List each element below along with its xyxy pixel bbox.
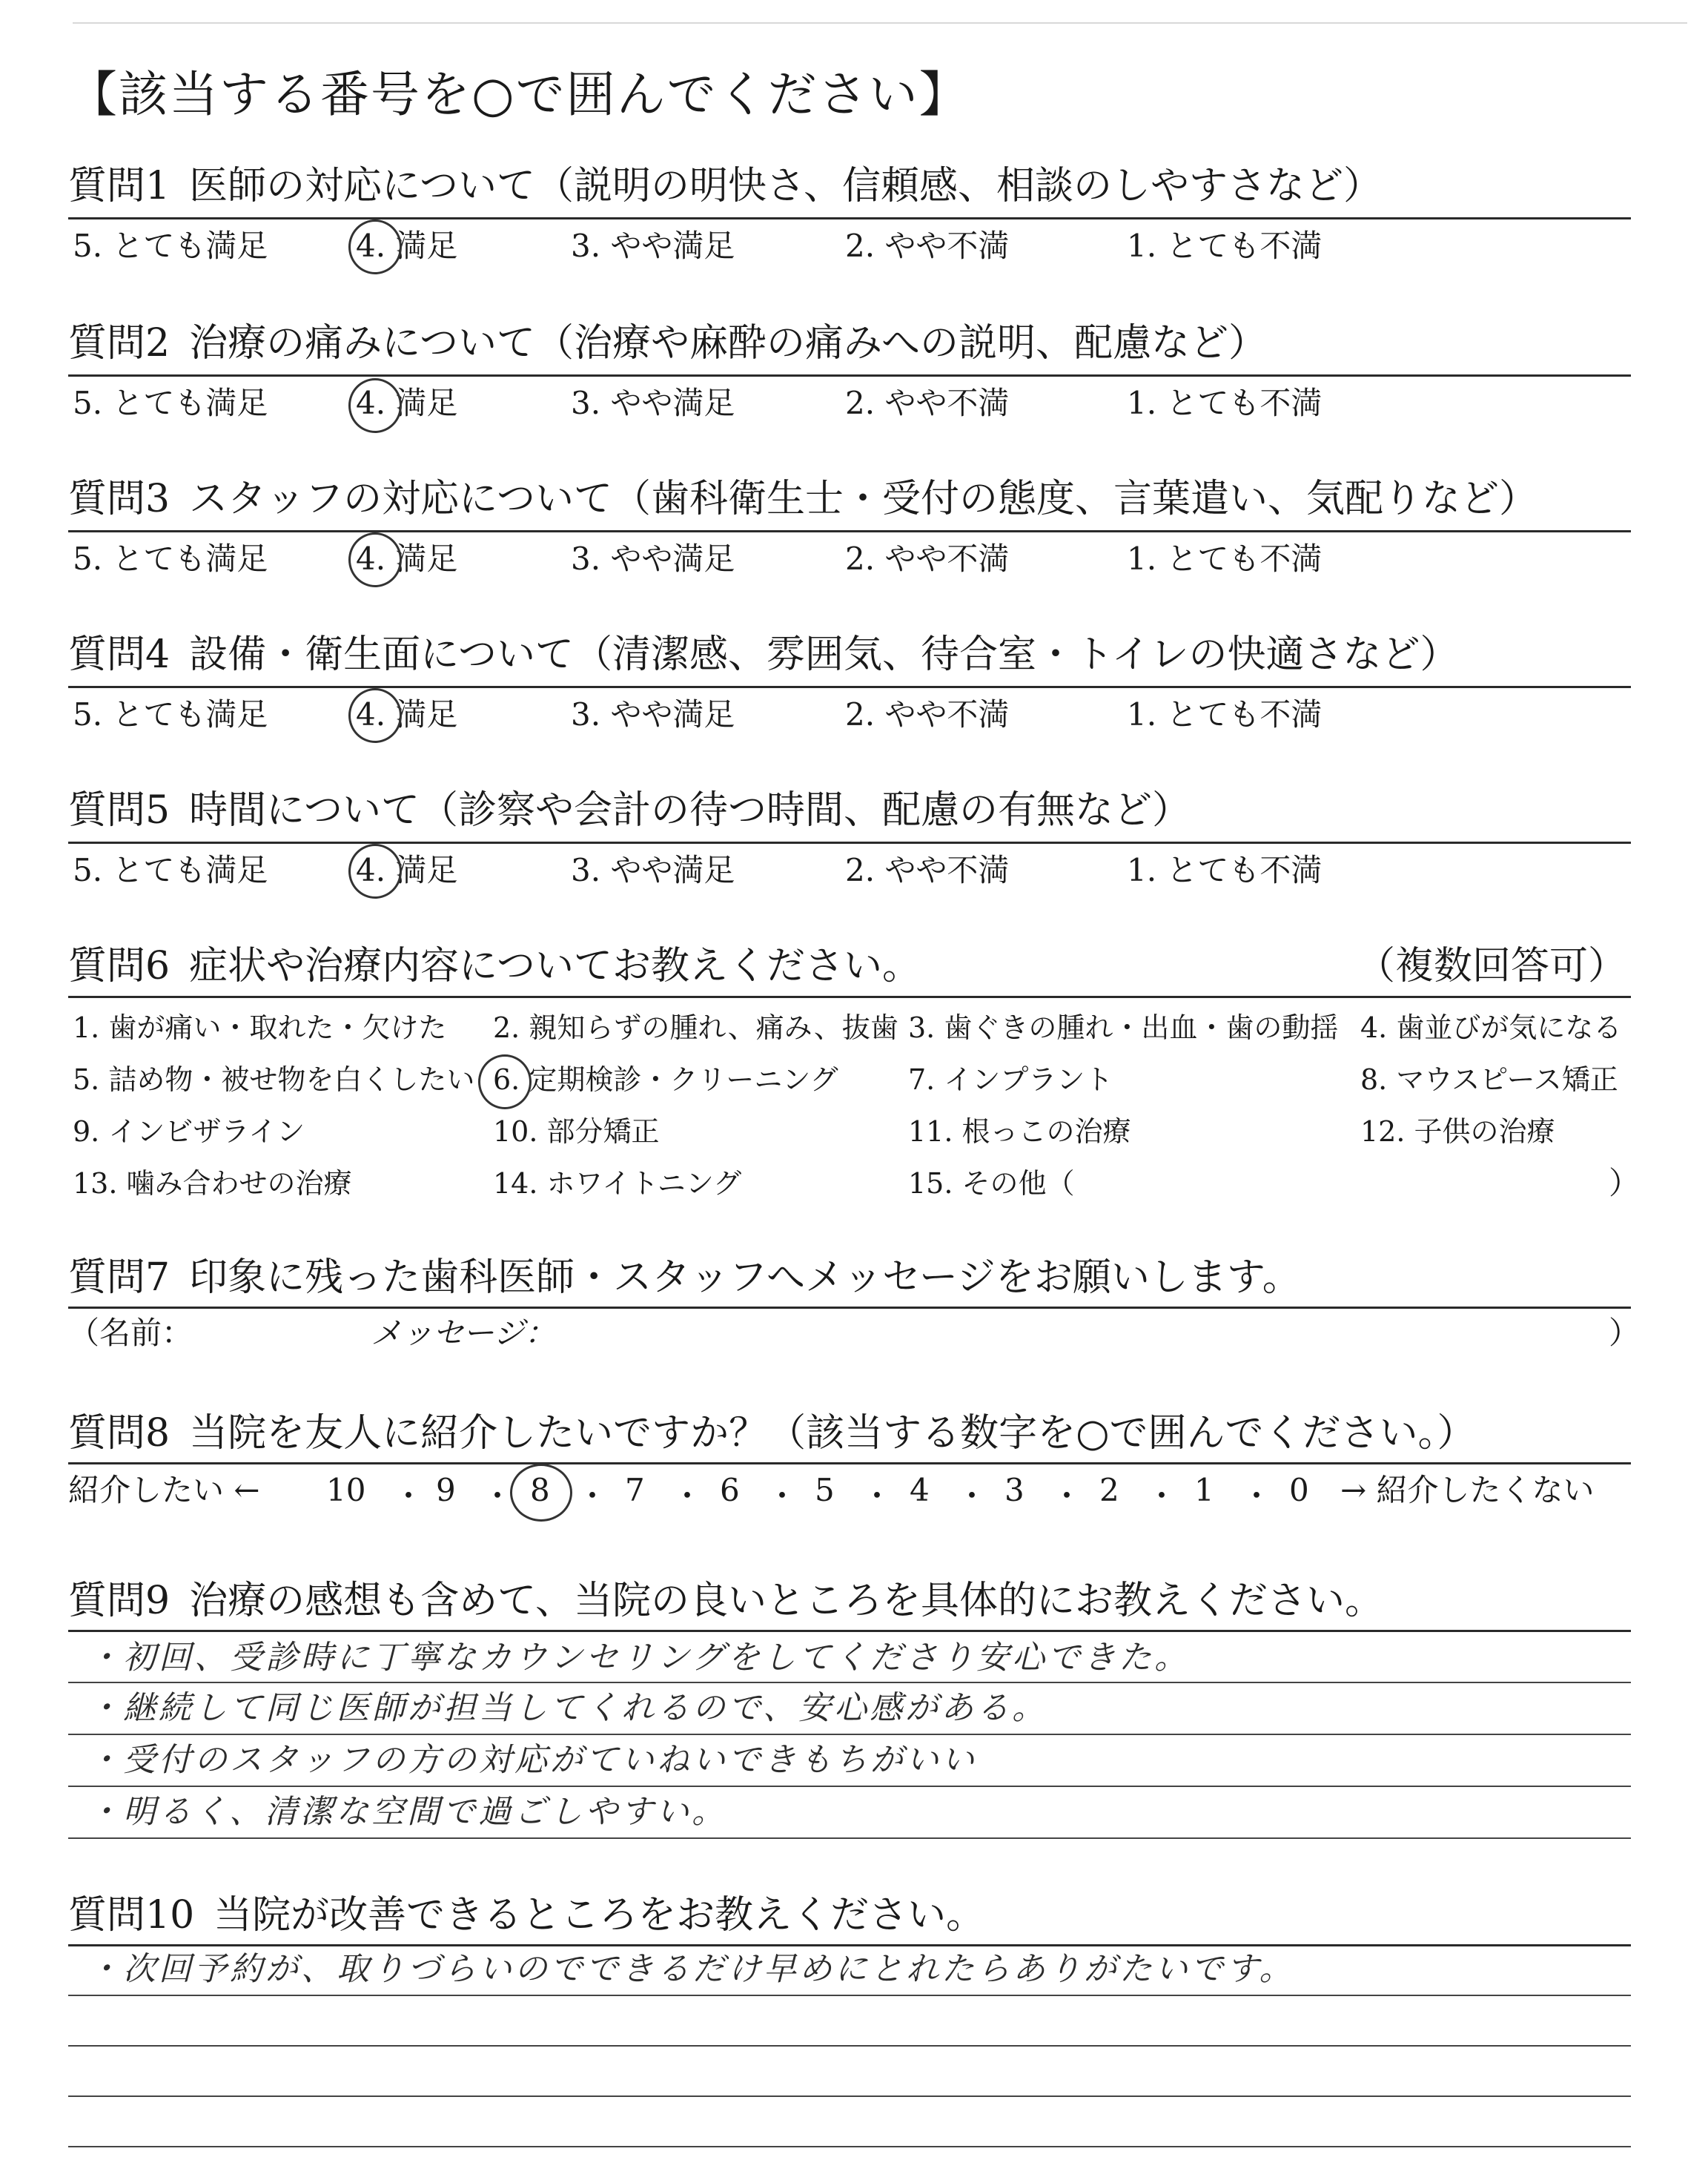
question-4-heading [68, 632, 1458, 678]
option-5[interactable]: 5. とても満足 [73, 541, 268, 577]
question-6-rule [68, 996, 1631, 998]
option-2[interactable]: 2. やや不満 [845, 541, 1010, 577]
question-1-heading [68, 163, 1382, 209]
answer-rule [68, 1837, 1631, 1839]
selected-answer-circle [348, 844, 402, 899]
scale-separator: ・ [767, 1478, 798, 1514]
question-4-rule [68, 686, 1631, 688]
question-8-rule [68, 1462, 1631, 1464]
scale-separator: ・ [1051, 1478, 1083, 1514]
answer-line-3: ・受付のスタッフの方の対応がていねいできもちがいい [87, 1741, 977, 1779]
question-10-rule [68, 1944, 1631, 1946]
question-3-heading [68, 476, 1537, 522]
message-label: メッセージ： [371, 1315, 556, 1351]
multiple-answers-note: （複数回答可） [1357, 944, 1627, 988]
option-5[interactable]: 5. とても満足 [73, 385, 268, 421]
scale-value-4[interactable]: 4 [910, 1472, 930, 1508]
option-5[interactable]: 5. とても満足 [73, 696, 268, 733]
option-3[interactable]: 3. やや満足 [571, 541, 735, 577]
option-1[interactable]: 1. とても不満 [1127, 541, 1323, 577]
option-3[interactable]: 3. やや満足 [571, 852, 735, 888]
selected-answer-circle [348, 532, 402, 587]
scale-value-5[interactable]: 5 [815, 1472, 835, 1508]
scale-left-label: 紹介したい ← [68, 1472, 260, 1508]
symptom-option-4[interactable]: 4. 歯並びが気になる [1360, 1011, 1622, 1044]
scale-value-3[interactable]: 3 [1004, 1472, 1025, 1508]
question-number: 質問5 [68, 788, 171, 833]
option-3[interactable]: 3. やや満足 [571, 228, 735, 264]
answer-line-1: ・初回、受診時に丁寧なカウンセリングをしてくださり安心できた。 [87, 1639, 1191, 1677]
option-3[interactable]: 3. やや満足 [571, 385, 735, 421]
scale-value-6[interactable]: 6 [720, 1472, 740, 1508]
question-text: 設備・衛生面について（清潔感、雰囲気、待合室・トイレの快適さなど） [189, 633, 1459, 677]
answer-rule [68, 2146, 1631, 2147]
answer-rule [68, 1786, 1631, 1787]
question-7-heading [68, 1255, 1301, 1301]
option-5[interactable]: 5. とても満足 [73, 852, 268, 888]
question-7-rule [68, 1307, 1631, 1309]
option-4[interactable]: 4. 満足 [356, 852, 458, 888]
symptom-option-7[interactable]: 7. インプラント [908, 1063, 1113, 1096]
option-4[interactable]: 4. 満足 [356, 385, 458, 421]
scale-separator: ・ [672, 1478, 704, 1514]
option-4[interactable]: 4. 満足 [356, 228, 458, 264]
symptom-option-15[interactable]: 15. その他（ [908, 1167, 1075, 1200]
message-close-paren: ） [1609, 1315, 1641, 1351]
question-number: 質問4 [68, 633, 171, 677]
scale-value-9[interactable]: 9 [436, 1472, 456, 1508]
question-text: 症状や治療内容についてお教えください。 [189, 944, 921, 988]
question-number: 質問6 [68, 944, 171, 988]
scale-separator: ・ [1241, 1478, 1273, 1514]
question-8-heading [68, 1410, 1475, 1456]
question-text: 医師の対応について（説明の明快さ、信頼感、相談のしやすさなど） [189, 164, 1382, 208]
scale-value-0[interactable]: 0 [1289, 1472, 1309, 1508]
scale-separator: ・ [956, 1478, 988, 1514]
question-3-rule [68, 530, 1631, 532]
answer-rule [68, 2095, 1631, 2097]
page-title: 【該当する番号を○で囲んでください】 [68, 66, 970, 123]
question-number: 質問9 [68, 1579, 171, 1623]
question-5-heading [68, 787, 1191, 833]
symptom-option-11[interactable]: 11. 根っこの治療 [908, 1115, 1131, 1148]
question-1-rule [68, 217, 1631, 219]
question-number: 質問1 [68, 164, 171, 208]
answer-line-2: ・継続して同じ医師が担当してくれるので、安心感がある。 [87, 1689, 1048, 1727]
question-10-heading [68, 1892, 984, 1938]
selected-answer-circle [348, 378, 402, 433]
question-5-rule [68, 842, 1631, 844]
question-number: 質問7 [68, 1255, 171, 1300]
name-label: （名前： [68, 1315, 193, 1351]
option-5[interactable]: 5. とても満足 [73, 228, 268, 264]
symptom-option-9[interactable]: 9. インビザライン [73, 1115, 305, 1148]
option-1[interactable]: 1. とても不満 [1127, 696, 1323, 733]
option-3[interactable]: 3. やや満足 [571, 696, 735, 733]
question-text: スタッフの対応について（歯科衛生士・受付の態度、言葉遣い、気配りなど） [189, 477, 1538, 521]
symptom-option-1[interactable]: 1. 歯が痛い・取れた・欠けた [73, 1011, 447, 1044]
scale-value-7[interactable]: 7 [625, 1472, 645, 1508]
selected-answer-circle [510, 1464, 572, 1522]
question-text: 当院が改善できるところをお教えください。 [214, 1893, 985, 1938]
answer-rule [68, 2045, 1631, 2047]
question-number: 質問2 [68, 321, 171, 366]
question-text: 治療の感想も含めて、当院の良いところを具体的にお教えください。 [189, 1579, 1384, 1623]
scale-separator: ・ [577, 1478, 609, 1514]
question-text: 当院を友人に紹介したいですか？（該当する数字を○で囲んでください。） [189, 1411, 1476, 1456]
question-6-heading [68, 943, 921, 989]
symptom-option-2[interactable]: 2. 親知らずの腫れ、痛み、抜歯 [493, 1011, 898, 1044]
scale-separator: ・ [861, 1478, 893, 1514]
other-close-paren: ） [1609, 1165, 1641, 1201]
option-1[interactable]: 1. とても不満 [1127, 852, 1323, 888]
scale-separator: ・ [482, 1478, 514, 1514]
selected-answer-circle [348, 219, 402, 274]
question-9-heading [68, 1578, 1383, 1624]
scale-right-label: → 紹介したくない [1340, 1472, 1595, 1508]
symptom-option-5[interactable]: 5. 詰め物・被せ物を白くしたい [73, 1063, 475, 1096]
symptom-option-13[interactable]: 13. 噛み合わせの治療 [73, 1167, 352, 1200]
scale-value-1[interactable]: 1 [1194, 1472, 1214, 1508]
scale-value-8[interactable]: 8 [530, 1472, 550, 1508]
question-number: 質問3 [68, 477, 171, 521]
symptom-option-3[interactable]: 3. 歯ぐきの腫れ・出血・歯の動揺 [908, 1011, 1339, 1044]
answer-line-1: ・次回予約が、取りづらいのでできるだけ早めにとれたらありがたいです。 [87, 1950, 1295, 1988]
answer-line-4: ・明るく、清潔な空間で過ごしやすい。 [87, 1793, 728, 1831]
selected-answer-circle [348, 688, 402, 743]
question-2-heading [68, 320, 1267, 366]
option-1[interactable]: 1. とても不満 [1127, 228, 1323, 264]
symptom-option-12[interactable]: 12. 子供の治療 [1360, 1115, 1555, 1148]
option-4[interactable]: 4. 満足 [356, 696, 458, 733]
question-number: 質問8 [68, 1411, 171, 1456]
symptom-option-14[interactable]: 14. ホワイトニング [493, 1167, 742, 1200]
answer-rule [68, 1995, 1631, 1996]
question-number: 質問10 [68, 1893, 195, 1938]
option-2[interactable]: 2. やや不満 [845, 385, 1010, 421]
answer-rule [68, 1734, 1631, 1735]
option-2[interactable]: 2. やや不満 [845, 228, 1010, 264]
option-2[interactable]: 2. やや不満 [845, 696, 1010, 733]
answer-rule [68, 1682, 1631, 1683]
top-border [73, 22, 1687, 24]
symptom-option-8[interactable]: 8. マウスピース矯正 [1360, 1063, 1618, 1096]
scale-value-10[interactable]: 10 [326, 1472, 366, 1508]
question-text: 印象に残った歯科医師・スタッフへメッセージをお願いします。 [189, 1255, 1301, 1300]
question-9-rule [68, 1630, 1631, 1632]
question-text: 治療の痛みについて（治療や麻酔の痛みへの説明、配慮など） [189, 321, 1268, 366]
question-2-rule [68, 374, 1631, 377]
option-1[interactable]: 1. とても不満 [1127, 385, 1323, 421]
scale-value-2[interactable]: 2 [1099, 1472, 1119, 1508]
scale-separator: ・ [1146, 1478, 1178, 1514]
selected-answer-circle [478, 1054, 532, 1109]
option-2[interactable]: 2. やや不満 [845, 852, 1010, 888]
question-text: 時間について（診察や会計の待つ時間、配慮の有無など） [189, 788, 1191, 833]
symptom-option-10[interactable]: 10. 部分矯正 [493, 1115, 660, 1148]
option-4[interactable]: 4. 満足 [356, 541, 458, 577]
scale-separator: ・ [393, 1478, 425, 1514]
symptom-option-6[interactable]: 6. 定期検診・クリーニング [493, 1063, 838, 1096]
